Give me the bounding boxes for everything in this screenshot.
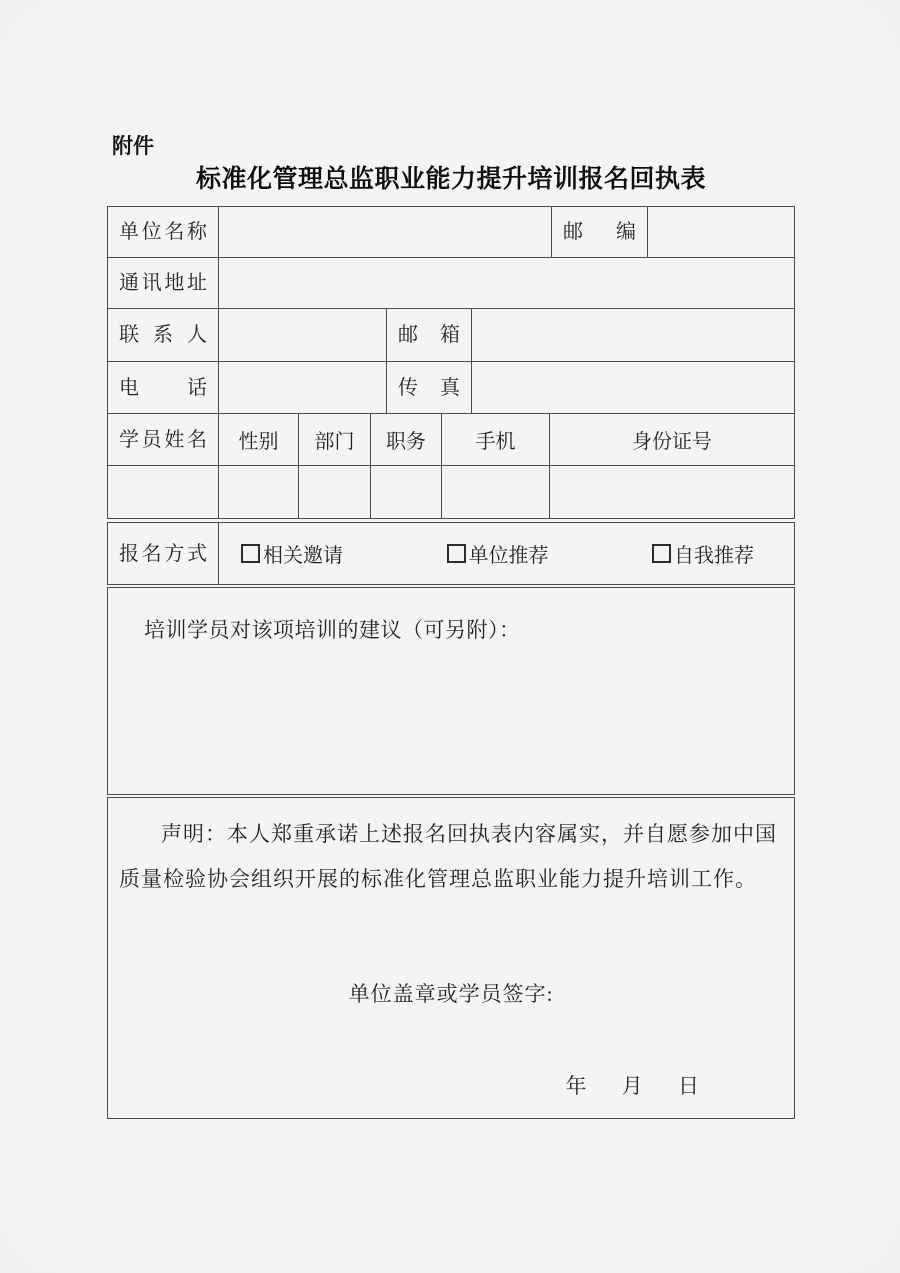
table-row-contact <box>108 308 794 361</box>
id-number-header: 身份证号 <box>632 431 712 453</box>
contact-value-cell <box>218 309 386 361</box>
registration-method-label-cell <box>108 523 218 584</box>
option-invitation <box>241 539 343 568</box>
postal-code-value-cell <box>647 207 794 257</box>
checkbox-icon <box>241 544 260 563</box>
gender-entry-cell <box>218 466 298 518</box>
mobile-entry-cell <box>441 466 549 518</box>
position-entry-cell <box>370 466 441 518</box>
contact-label: 联系人 <box>119 324 207 346</box>
table-row-unit <box>108 207 794 257</box>
registration-method-table <box>107 522 795 585</box>
id-number-entry-cell <box>549 466 794 518</box>
declaration-text: 声明：本人郑重承诺上述报名回执表内容属实，并自愿参加中国质量检验协会组织开展的标准化管理总监职业能力提升培训工作。 <box>119 822 777 891</box>
table-row-address <box>108 257 794 308</box>
option-unit-recommend <box>447 539 549 568</box>
department-header-cell <box>298 414 370 465</box>
option-unit-recommend-label: 单位推荐 <box>468 545 549 567</box>
id-number-header-cell <box>549 414 794 465</box>
date-label: 年 月 日 <box>565 1074 699 1098</box>
attachment-label: 附件 <box>112 135 154 158</box>
address-value-cell <box>218 258 794 308</box>
gender-header: 性别 <box>238 431 279 453</box>
checkbox-icon <box>447 544 466 563</box>
fax-label: 传真 <box>398 376 460 399</box>
phone-label: 电话 <box>119 376 207 399</box>
email-label: 邮箱 <box>398 324 460 346</box>
postal-code-label: 邮编 <box>563 221 636 243</box>
option-invitation-label: 相关邀请 <box>263 545 343 567</box>
registration-method-row <box>108 523 794 584</box>
mobile-header: 手机 <box>475 431 516 453</box>
position-header: 职务 <box>386 431 426 453</box>
checkbox-icon <box>652 544 671 563</box>
suggestion-label: 培训学员对该项培训的建议（可另附）： <box>144 618 521 642</box>
department-header: 部门 <box>314 431 355 453</box>
student-header-row <box>108 413 794 465</box>
email-value-cell <box>471 309 794 361</box>
unit-name-label: 单位名称 <box>119 221 207 243</box>
fax-value-cell <box>471 362 794 413</box>
registration-options-cell <box>218 523 794 584</box>
position-header-cell <box>370 414 441 465</box>
email-label-cell <box>386 309 471 361</box>
option-self-recommend-label: 自我推荐 <box>674 545 754 567</box>
info-table <box>107 206 795 519</box>
fax-label-cell <box>386 362 471 413</box>
contact-label-cell <box>108 309 218 361</box>
phone-label-cell <box>108 362 218 413</box>
registration-method-label: 报名方式 <box>119 542 207 565</box>
student-name-entry-cell <box>108 466 218 518</box>
postal-code-label-cell <box>551 207 647 257</box>
suggestion-box <box>107 587 795 795</box>
phone-value-cell <box>218 362 386 413</box>
student-name-header-cell <box>108 414 218 465</box>
option-self-recommend <box>652 539 754 568</box>
table-row-phone <box>108 361 794 413</box>
signature-label: 单位盖章或学员签字: <box>348 982 554 1006</box>
unit-name-value-cell <box>218 207 551 257</box>
address-label: 通讯地址 <box>119 272 207 294</box>
department-entry-cell <box>298 466 370 518</box>
student-entry-row <box>108 465 794 518</box>
unit-name-label-cell <box>108 207 218 257</box>
mobile-header-cell <box>441 414 549 465</box>
form-document <box>107 131 795 1119</box>
declaration-box <box>107 797 795 1119</box>
student-name-header: 学员姓名 <box>119 428 207 451</box>
page-title: 标准化管理总监职业能力提升培训报名回执表 <box>195 165 706 193</box>
address-label-cell <box>108 258 218 308</box>
gender-header-cell <box>218 414 298 465</box>
